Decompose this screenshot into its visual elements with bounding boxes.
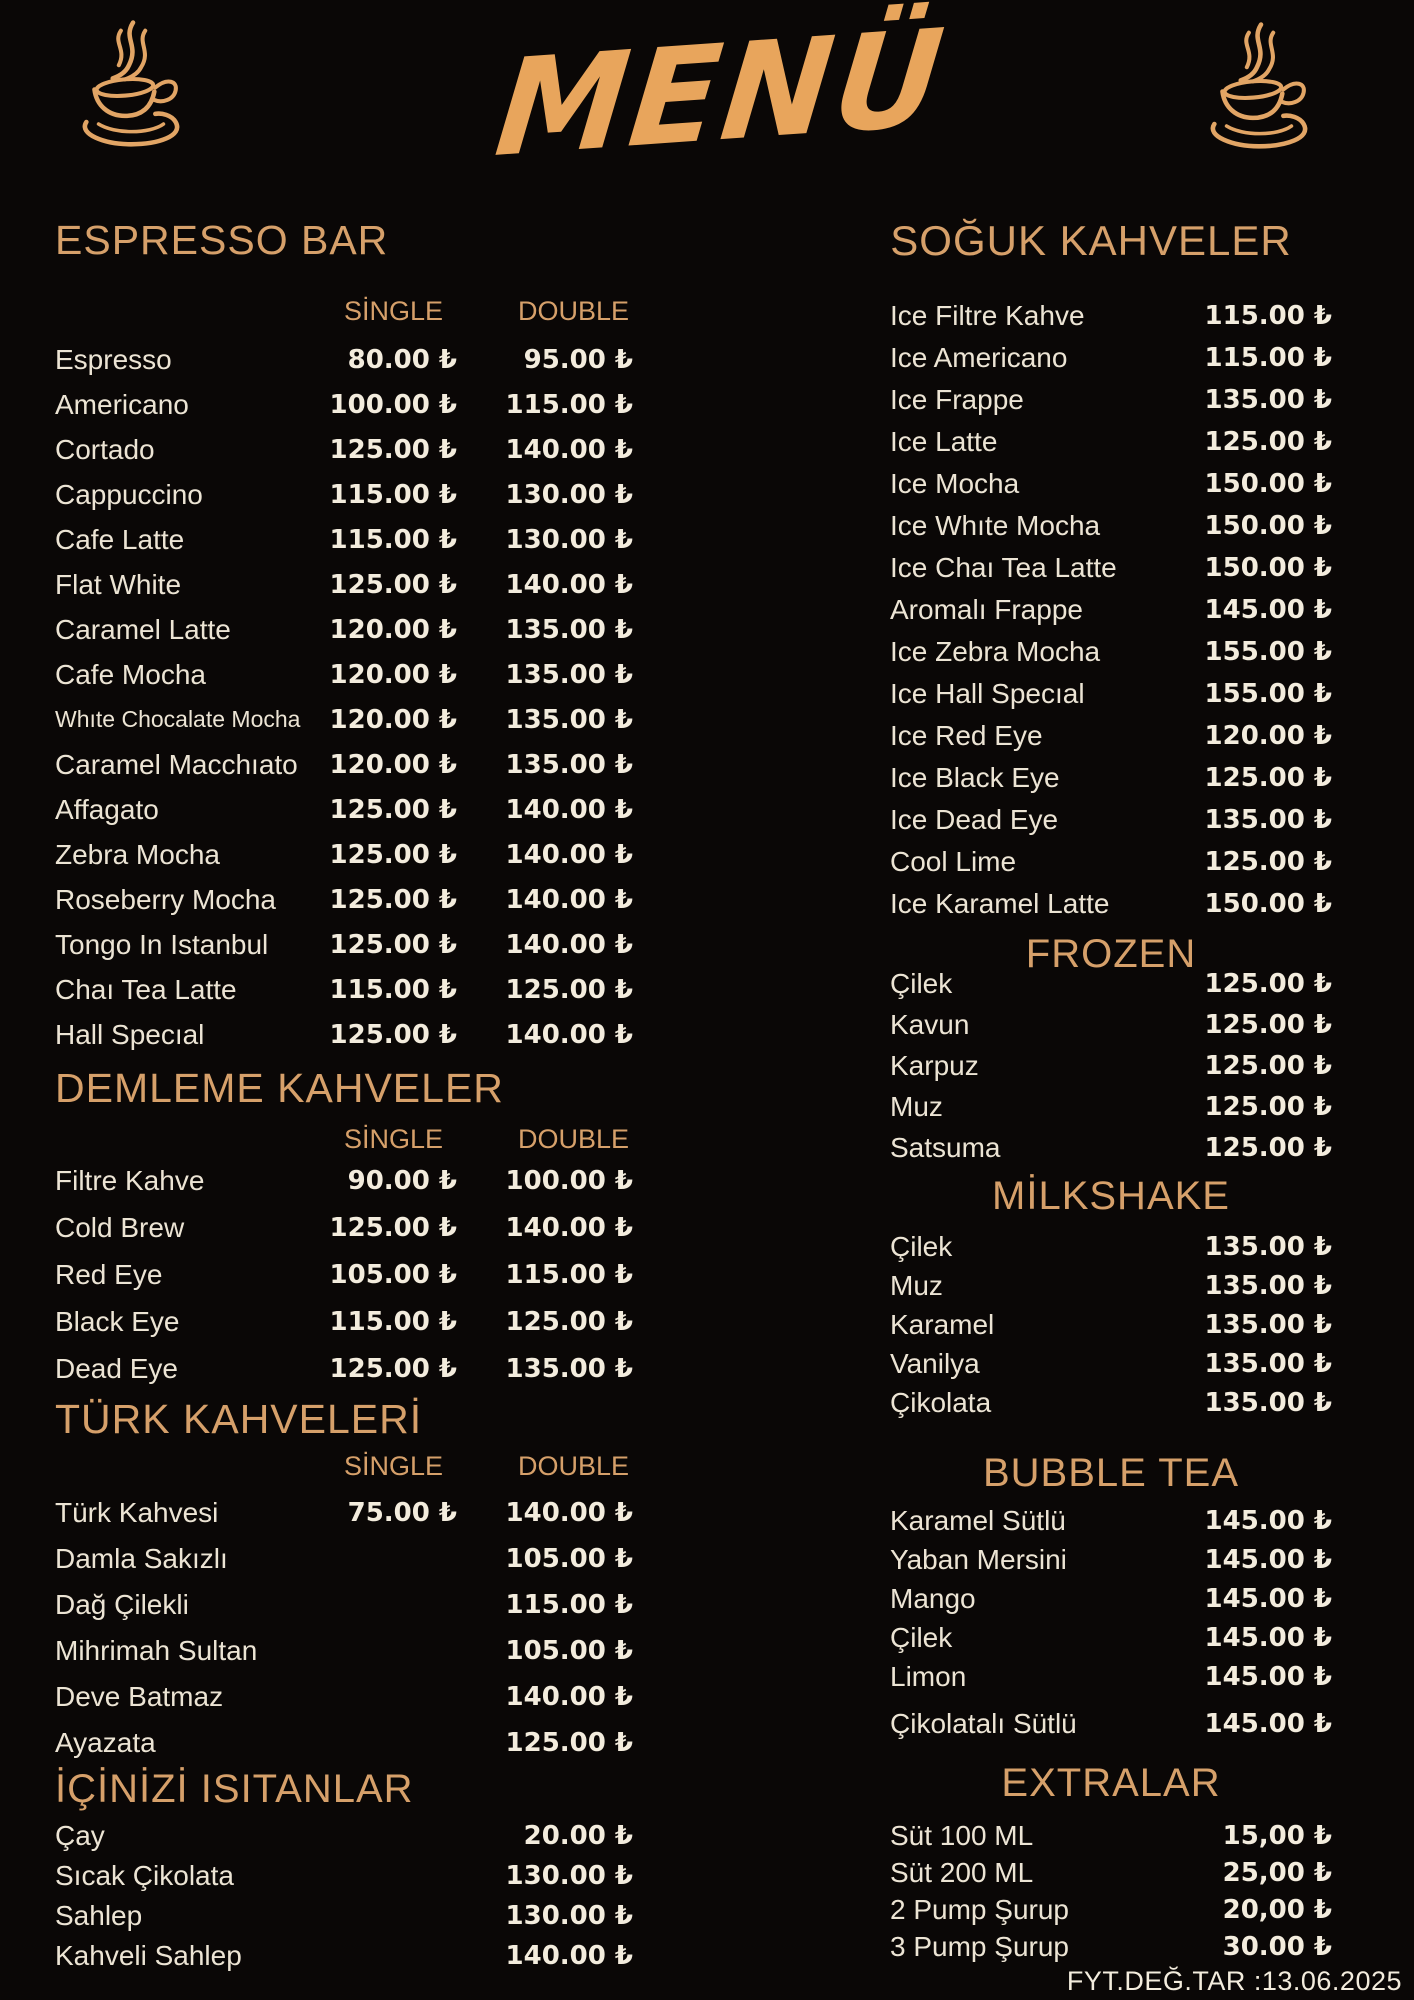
item-name: Tongo In Istanbul: [55, 928, 269, 960]
item-price-double: 115.00 ₺: [505, 1590, 633, 1621]
menu-item-row: [55, 1816, 635, 1856]
menu-item-row: [55, 1582, 635, 1628]
item-price-double: 140.00 ₺: [505, 839, 633, 870]
price-column-headers: [55, 1453, 635, 1480]
price-column-headers: [55, 1126, 635, 1153]
menu-title: MENÜ: [489, 0, 952, 188]
item-price-single: 80.00 ₺: [347, 344, 457, 375]
item-price-double: 140.00 ₺: [505, 929, 633, 960]
item-price-double: 140.00 ₺: [505, 569, 633, 600]
menu-item-row: [885, 883, 1337, 925]
item-price-single: 120.00 ₺: [329, 749, 457, 780]
menu-item-row: [885, 1004, 1337, 1045]
milkshake-rows: [885, 1227, 1337, 1422]
section-heading-turk-kahveleri: TÜRK KAHVELERİ: [55, 1396, 423, 1443]
item-price: 125.00 ₺: [1204, 1132, 1332, 1163]
menu-item-row: [885, 295, 1337, 337]
item-name: Ice Black Eye: [890, 762, 1060, 794]
item-price-double: 135.00 ₺: [505, 659, 633, 690]
item-price: 25,00 ₺: [1222, 1857, 1332, 1888]
demleme-kahveler-rows: [55, 1157, 635, 1392]
item-price: 150.00 ₺: [1204, 889, 1332, 920]
item-price-single: 125.00 ₺: [329, 794, 457, 825]
column-header-single: SİNGLE: [343, 1451, 443, 1482]
item-price: 150.00 ₺: [1204, 469, 1332, 500]
menu-item-row: [885, 1704, 1337, 1743]
item-price-single: 115.00 ₺: [329, 974, 457, 1005]
menu-item-row: [885, 1227, 1337, 1266]
item-name: Karpuz: [890, 1049, 979, 1081]
menu-item-row: [55, 1157, 635, 1204]
menu-item-row: [885, 963, 1337, 1004]
item-price: 135.00 ₺: [1204, 1309, 1332, 1340]
item-name: Cafe Latte: [55, 523, 185, 555]
menu-item-row: [885, 1928, 1337, 1965]
menu-item-row: [885, 1817, 1337, 1854]
item-price: 125.00 ₺: [1204, 1050, 1332, 1081]
item-name: Red Eye: [55, 1258, 163, 1290]
item-price: 150.00 ₺: [1204, 511, 1332, 542]
left-column: [55, 0, 635, 1976]
item-name: Çilek: [890, 1621, 953, 1653]
item-name: Ice Mocha: [890, 468, 1020, 500]
item-price-single: 125.00 ₺: [329, 1019, 457, 1050]
item-name: Zebra Mocha: [55, 838, 220, 870]
item-price-double: 125.00 ₺: [505, 974, 633, 1005]
item-name: Karamel Sütlü: [890, 1504, 1066, 1536]
item-price: 15,00 ₺: [1222, 1820, 1332, 1851]
item-name: Ice Latte: [890, 426, 998, 458]
menu-item-row: [885, 1344, 1337, 1383]
item-price-single: 120.00 ₺: [329, 614, 457, 645]
item-name: Americano: [55, 388, 189, 420]
item-name: Aromalı Frappe: [890, 594, 1083, 626]
column-header-double: DOUBLE: [517, 296, 629, 327]
menu-item-row: [55, 832, 635, 877]
menu-item-row: [55, 967, 635, 1012]
item-price-double: 115.00 ₺: [505, 1259, 633, 1290]
item-price: 135.00 ₺: [1204, 1387, 1332, 1418]
icinizi-isitanlar-rows: [55, 1816, 635, 1976]
menu-item-row: [885, 1305, 1337, 1344]
menu-item-row: [885, 799, 1337, 841]
item-price-double: 130.00 ₺: [505, 524, 633, 555]
menu-item-row: [885, 505, 1337, 547]
item-price-single: 75.00 ₺: [347, 1498, 457, 1529]
menu-item-row: [55, 1298, 635, 1345]
menu-item-row: [55, 1936, 635, 1976]
item-name: Çikolata: [890, 1386, 992, 1418]
item-name: Ice Red Eye: [890, 720, 1043, 752]
menu-item-row: [885, 379, 1337, 421]
menu-item-row: [885, 1266, 1337, 1305]
menu-item-row: [55, 1720, 635, 1766]
item-price: 145.00 ₺: [1204, 1544, 1332, 1575]
item-price-double: 135.00 ₺: [505, 704, 633, 735]
menu-item-row: [885, 1086, 1337, 1127]
item-name: Dead Eye: [55, 1352, 178, 1384]
item-name: Sıcak Çikolata: [55, 1860, 234, 1892]
menu-item-row: [55, 877, 635, 922]
section-heading-extralar: EXTRALAR: [1001, 1761, 1221, 1806]
menu-item-row: [55, 382, 635, 427]
item-price-single: 125.00 ₺: [329, 839, 457, 870]
item-name: 2 Pump Şurup: [890, 1893, 1069, 1925]
menu-item-row: [55, 427, 635, 472]
item-name: Süt 100 ML: [890, 1819, 1034, 1851]
item-name: Sahlep: [55, 1900, 143, 1932]
item-price-single: 125.00 ₺: [329, 434, 457, 465]
item-name: Espresso: [55, 343, 172, 375]
section-heading-icinizi-isitanlar: İÇİNİZİ ISITANLAR: [55, 1767, 414, 1812]
item-name: Cool Lime: [890, 846, 1017, 878]
item-price-double: 130.00 ₺: [505, 1901, 633, 1932]
item-price: 145.00 ₺: [1204, 1622, 1332, 1653]
item-price: 120.00 ₺: [1204, 721, 1332, 752]
item-price-double: 105.00 ₺: [505, 1636, 633, 1667]
item-name: Yaban Mersini: [890, 1543, 1067, 1575]
item-name: Damla Sakızlı: [55, 1543, 228, 1575]
item-name: Cappuccino: [55, 478, 203, 510]
menu-item-row: [55, 1536, 635, 1582]
item-price-double: 140.00 ₺: [505, 1498, 633, 1529]
item-name: Ice Frappe: [890, 384, 1024, 416]
item-price-single: 100.00 ₺: [329, 389, 457, 420]
item-price-double: 135.00 ₺: [505, 614, 633, 645]
menu-item-row: [885, 673, 1337, 715]
section-heading-bubble-tea: BUBBLE TEA: [982, 1451, 1240, 1496]
item-price-double: 140.00 ₺: [505, 884, 633, 915]
item-name: Caramel Latte: [55, 613, 231, 645]
item-name: Vanilya: [890, 1347, 980, 1379]
item-name: Ayazata: [55, 1727, 156, 1759]
item-name: Roseberry Mocha: [55, 883, 276, 915]
menu-item-row: [55, 1896, 635, 1936]
menu-item-row: [55, 472, 635, 517]
item-price: 125.00 ₺: [1204, 763, 1332, 794]
item-price-double: 20.00 ₺: [523, 1821, 633, 1852]
item-name: Cold Brew: [55, 1211, 185, 1243]
item-name: Kahveli Sahlep: [55, 1940, 242, 1972]
item-price: 125.00 ₺: [1204, 1091, 1332, 1122]
item-name: Hall Specıal: [55, 1018, 205, 1050]
item-name: Ice Americano: [890, 342, 1068, 374]
menu-item-row: [55, 1628, 635, 1674]
item-price-single: 125.00 ₺: [329, 929, 457, 960]
spacer: [55, 298, 307, 325]
menu-item-row: [55, 1012, 635, 1057]
item-name: Affagato: [55, 793, 159, 825]
item-name: Whıte Chocalate Mocha: [55, 706, 301, 733]
menu-item-row: [885, 1618, 1337, 1657]
extralar-rows: [885, 1817, 1337, 1965]
item-price-single: 120.00 ₺: [329, 704, 457, 735]
item-price-double: 130.00 ₺: [505, 479, 633, 510]
section-heading-demleme-kahveler: DEMLEME KAHVELER: [55, 1065, 504, 1112]
item-price: 155.00 ₺: [1204, 679, 1332, 710]
menu-item-row: [885, 337, 1337, 379]
item-price: 30.00 ₺: [1222, 1931, 1332, 1962]
price-update-date: FYT.DEĞ.TAR :13.06.2025: [1066, 1966, 1402, 1996]
item-name: Türk Kahvesi: [55, 1497, 219, 1529]
item-price-single: 125.00 ₺: [329, 884, 457, 915]
item-name: Süt 200 ML: [890, 1856, 1034, 1888]
menu-item-row: [55, 1490, 635, 1536]
menu-item-row: [885, 1383, 1337, 1422]
item-price-double: 135.00 ₺: [505, 1353, 633, 1384]
spacer: [55, 1453, 307, 1480]
menu-item-row: [885, 1854, 1337, 1891]
menu-item-row: [885, 631, 1337, 673]
item-price-double: 140.00 ₺: [505, 794, 633, 825]
espresso-bar-rows: [55, 337, 635, 1057]
menu-item-row: [55, 1204, 635, 1251]
menu-item-row: [55, 517, 635, 562]
item-name: Çikolatalı Sütlü: [890, 1707, 1077, 1739]
item-name: Mihrimah Sultan: [55, 1635, 258, 1667]
item-price: 145.00 ₺: [1204, 1583, 1332, 1614]
item-name: Mango: [890, 1582, 976, 1614]
section-heading-frozen: FROZEN: [1025, 932, 1197, 977]
menu-item-row: [55, 742, 635, 787]
item-price: 150.00 ₺: [1204, 553, 1332, 584]
menu-item-row: [885, 1540, 1337, 1579]
item-price: 115.00 ₺: [1204, 343, 1332, 374]
frozen-rows: [885, 963, 1337, 1168]
item-price-double: 95.00 ₺: [523, 344, 633, 375]
item-name: Black Eye: [55, 1305, 180, 1337]
item-price: 125.00 ₺: [1204, 427, 1332, 458]
item-name: Dağ Çilekli: [55, 1589, 189, 1621]
item-price: 115.00 ₺: [1204, 301, 1332, 332]
bubble-tea-rows: [885, 1501, 1337, 1743]
item-price-double: 140.00 ₺: [505, 1682, 633, 1713]
item-name: Chaı Tea Latte: [55, 973, 237, 1005]
item-name: Karamel: [890, 1308, 995, 1340]
menu-item-row: [55, 922, 635, 967]
menu-item-row: [885, 1657, 1337, 1696]
item-name: Çay: [55, 1820, 105, 1852]
turk-kahveleri-rows: [55, 1490, 635, 1766]
item-name: Çilek: [890, 1230, 953, 1262]
column-header-double: DOUBLE: [517, 1451, 629, 1482]
item-price-double: 105.00 ₺: [505, 1544, 633, 1575]
item-price-double: 135.00 ₺: [505, 749, 633, 780]
section-heading-espresso-bar: ESPRESSO BAR: [55, 217, 389, 263]
item-name: Caramel Macchıato: [55, 748, 298, 780]
item-price: 155.00 ₺: [1204, 637, 1332, 668]
item-name: Ice Chaı Tea Latte: [890, 552, 1117, 584]
item-price-single: 120.00 ₺: [329, 659, 457, 690]
menu-item-row: [55, 1674, 635, 1720]
item-name: Kavun: [890, 1008, 970, 1040]
item-price-double: 140.00 ₺: [505, 1941, 633, 1972]
item-name: Ice Hall Specıal: [890, 678, 1085, 710]
item-price-double: 100.00 ₺: [505, 1165, 633, 1196]
menu-item-row: [55, 1856, 635, 1896]
menu-item-row: [885, 1501, 1337, 1540]
spacer: [55, 1126, 307, 1153]
item-price-double: 140.00 ₺: [505, 1019, 633, 1050]
item-price: 135.00 ₺: [1204, 805, 1332, 836]
menu-item-row: [55, 562, 635, 607]
item-price: 125.00 ₺: [1204, 1009, 1332, 1040]
item-name: Flat White: [55, 568, 182, 600]
item-price: 20,00 ₺: [1222, 1894, 1332, 1925]
menu-item-row: [55, 697, 635, 742]
menu-item-row: [55, 652, 635, 697]
item-price-single: 125.00 ₺: [329, 1353, 457, 1384]
menu-item-row: [55, 1345, 635, 1392]
menu-item-row: [885, 463, 1337, 505]
item-price-single: 115.00 ₺: [329, 524, 457, 555]
item-price-double: 130.00 ₺: [505, 1861, 633, 1892]
item-price-single: 90.00 ₺: [347, 1165, 457, 1196]
item-price-single: 125.00 ₺: [329, 1212, 457, 1243]
column-header-single: SİNGLE: [343, 296, 443, 327]
menu-item-row: [885, 841, 1337, 883]
item-price: 135.00 ₺: [1204, 1231, 1332, 1262]
section-heading-soguk-kahveler: SOĞUK KAHVELER: [890, 217, 1292, 264]
menu-item-row: [885, 421, 1337, 463]
item-price: 125.00 ₺: [1204, 847, 1332, 878]
menu-item-row: [55, 787, 635, 832]
menu-item-row: [55, 1251, 635, 1298]
section-heading-milkshake: MİLKSHAKE: [992, 1174, 1230, 1219]
menu-item-row: [885, 1891, 1337, 1928]
item-price-double: 140.00 ₺: [505, 434, 633, 465]
item-price-single: 125.00 ₺: [329, 569, 457, 600]
soguk-kahveler-rows: [885, 295, 1337, 925]
item-name: Cortado: [55, 433, 155, 465]
item-name: Ice Zebra Mocha: [890, 636, 1101, 668]
item-name: Ice Karamel Latte: [890, 888, 1110, 920]
item-price: 125.00 ₺: [1204, 968, 1332, 999]
menu-item-row: [885, 757, 1337, 799]
item-name: Limon: [890, 1660, 967, 1692]
item-price-double: 125.00 ₺: [505, 1728, 633, 1759]
menu-item-row: [885, 547, 1337, 589]
item-name: 3 Pump Şurup: [890, 1930, 1069, 1962]
item-price: 145.00 ₺: [1204, 595, 1332, 626]
item-price-single: 115.00 ₺: [329, 1306, 457, 1337]
menu-item-row: [885, 1045, 1337, 1086]
column-header-double: DOUBLE: [517, 1124, 629, 1155]
item-price-single: 105.00 ₺: [329, 1259, 457, 1290]
item-price: 145.00 ₺: [1204, 1661, 1332, 1692]
item-price: 145.00 ₺: [1204, 1708, 1332, 1739]
menu-item-row: [885, 1127, 1337, 1168]
item-name: Satsuma: [890, 1131, 1001, 1163]
item-name: Çilek: [890, 967, 953, 999]
menu-item-row: [885, 1579, 1337, 1618]
item-price-double: 125.00 ₺: [505, 1306, 633, 1337]
item-name: Filtre Kahve: [55, 1164, 205, 1196]
menu-item-row: [55, 337, 635, 382]
menu-item-row: [885, 715, 1337, 757]
item-price: 135.00 ₺: [1204, 1270, 1332, 1301]
item-price-single: 115.00 ₺: [329, 479, 457, 510]
item-name: Ice Whıte Mocha: [890, 510, 1101, 542]
item-name: Cafe Mocha: [55, 658, 206, 690]
menu-item-row: [885, 589, 1337, 631]
price-column-headers: [55, 298, 635, 325]
item-name: Ice Dead Eye: [890, 804, 1059, 836]
item-price-double: 115.00 ₺: [505, 389, 633, 420]
menu-item-row: [55, 607, 635, 652]
right-column: [885, 0, 1337, 1965]
item-price: 135.00 ₺: [1204, 385, 1332, 416]
item-name: Muz: [890, 1090, 943, 1122]
item-name: Ice Filtre Kahve: [890, 300, 1085, 332]
item-price: 135.00 ₺: [1204, 1348, 1332, 1379]
column-header-single: SİNGLE: [343, 1124, 443, 1155]
item-name: Muz: [890, 1269, 943, 1301]
item-price: 145.00 ₺: [1204, 1505, 1332, 1536]
item-name: Deve Batmaz: [55, 1681, 224, 1713]
item-price-double: 140.00 ₺: [505, 1212, 633, 1243]
